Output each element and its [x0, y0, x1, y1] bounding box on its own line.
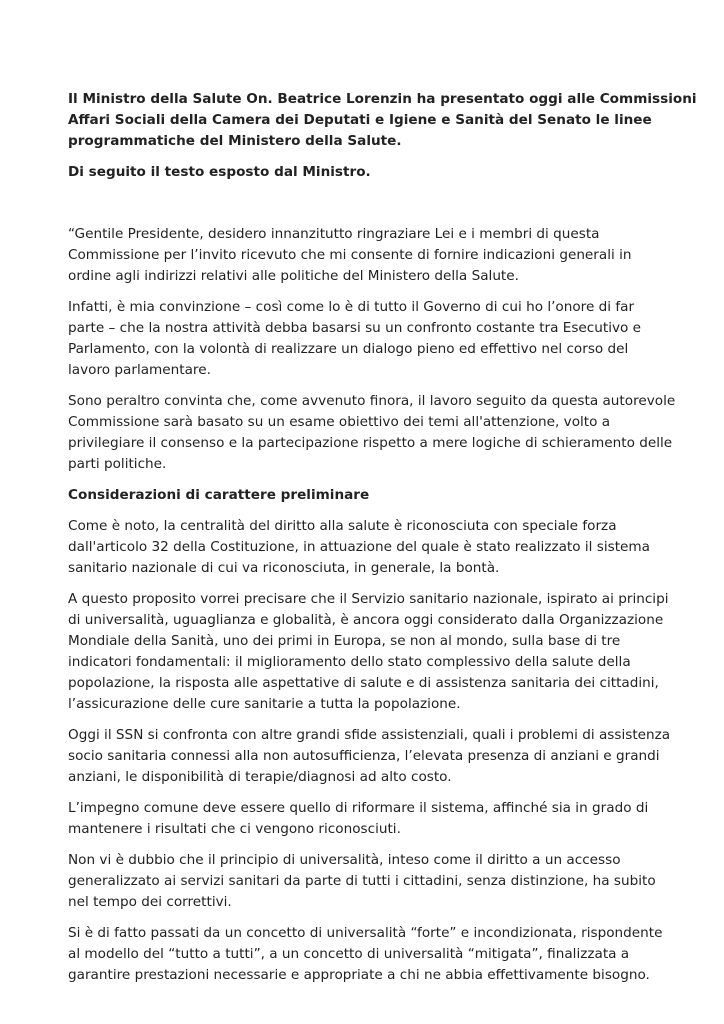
paragraph-line: Non vi è dubbio che il principio di universalità, inteso come il diritto a un accesso — [68, 852, 621, 868]
paragraph-line: di universalità, uguaglianza e globalità, è ancora oggi considerato dalla Organizzazione — [68, 612, 664, 628]
section-title-text: Considerazioni di carattere preliminare — [68, 487, 370, 503]
paragraph-universality — [68, 850, 658, 913]
paragraph-line: Sono peraltro convinta che, come avvenuto finora, il lavoro seguito da questa autorevole — [68, 393, 676, 409]
paragraph-line: al modello del “tutto a tutti”, a un concetto di universalità “mitigata”, finalizzata a — [68, 946, 630, 962]
intro-heading-line: Affari Sociali della Camera dei Deputati e Igiene e Sanità del Senato le linee — [68, 112, 652, 128]
paragraph-line: mantenere i risultati che ci vengono riconosciuti. — [68, 821, 401, 837]
paragraph-line: privilegiare il consenso e la partecipazione rispetto a mere logiche di schieramento delle — [68, 435, 673, 451]
paragraph-line: Infatti, è mia convinzione – così come lo è di tutto il Governo di cui ho l’onore di far — [68, 299, 635, 315]
paragraph-line: sanitario nazionale di cui va riconosciuta, in generale, la bontà. — [68, 560, 500, 576]
paragraph-line: Parlamento, con la volontà di realizzare un dialogo pieno ed effettivo nel corso del — [68, 341, 629, 357]
paragraph-line: Si è di fatto passati da un concetto di universalità “forte” e incondizionata, rispondente — [68, 925, 663, 941]
paragraph-line: generalizzato ai servizi sanitari da parte di tutti i cittadini, senza distinzione, ha subito — [68, 873, 656, 889]
paragraph-line: indicatori fondamentali: il miglioramento dello stato complessivo della salute della — [68, 654, 631, 670]
paragraph-line: nel tempo dei correttivi. — [68, 894, 232, 910]
intro-subheading — [68, 162, 658, 183]
paragraph-line: Come è noto, la centralità del diritto alla salute è riconosciuta con speciale forza — [68, 518, 617, 534]
paragraph-line: dall'articolo 32 della Costituzione, in attuazione del quale è stato realizzato il sistema — [68, 539, 650, 555]
paragraph-line: Commissione per l’invito ricevuto che mi consente di fornire indicazioni generali in — [68, 247, 632, 263]
section-title — [68, 485, 658, 506]
intro-heading-line: Il Ministro della Salute On. Beatrice Lorenzin ha presentato oggi alle Commissioni — [68, 91, 697, 107]
paragraph-mitigated-universality — [68, 923, 663, 986]
paragraph-line: Oggi il SSN si confronta con altre grandi sfide assistenziali, quali i problemi di assistenza — [68, 727, 671, 743]
paragraph-line: parti politiche. — [68, 456, 167, 472]
paragraph-line: A questo proposito vorrei precisare che il Servizio sanitario nazionale, ispirato ai principi — [68, 591, 669, 607]
intro-subheading-text: Di seguito il testo esposto dal Ministro. — [68, 164, 371, 180]
paragraph-line: anziani, le disponibilità di terapie/diagnosi ad alto costo. — [68, 769, 452, 785]
paragraph-line: lavoro parlamentare. — [68, 362, 211, 378]
paragraph-line: popolazione, la risposta alle aspettative di salute e di assistenza sanitaria dei cittadini, — [68, 675, 659, 691]
paragraph-article-32 — [68, 516, 658, 579]
paragraph-line: ordine agli indirizzi relativi alle politiche del Ministero della Salute. — [68, 268, 519, 284]
intro-heading-line: programmatiche del Ministero della Salute. — [68, 133, 402, 149]
paragraph-line: l’assicurazione delle cure sanitarie a tutta la popolazione. — [68, 696, 461, 712]
paragraph-reform — [68, 798, 658, 840]
paragraph-challenges — [68, 725, 671, 788]
paragraph-commission — [68, 391, 676, 475]
paragraph-line: L’impegno comune deve essere quello di riformare il sistema, affinché sia in grado di — [68, 800, 649, 816]
intro-heading — [68, 89, 697, 152]
paragraph-line: socio sanitaria connessi alla non autosufficienza, l’elevata presenza di anziani e grandi — [68, 748, 660, 764]
paragraph-line: parte – che la nostra attività debba basarsi su un confronto costante tra Esecutivo e — [68, 320, 642, 336]
paragraph-line: “Gentile Presidente, desidero innanzitutto ringraziare Lei e i membri di questa — [68, 226, 600, 242]
paragraph-line: Commissione sarà basato su un esame obiettivo dei temi all'attenzione, volto a — [68, 414, 611, 430]
paragraph-line: Mondiale della Sanità, uno dei primi in Europa, se non al mondo, sulla base di tre — [68, 633, 621, 649]
paragraph-ssn-principles — [68, 589, 669, 715]
paragraph-greeting — [68, 224, 658, 287]
spacer — [68, 193, 658, 224]
paragraph-conviction — [68, 297, 658, 381]
paragraph-line: garantire prestazioni necessarie e appropriate a chi ne abbia effettivamente bisogno. — [68, 967, 650, 983]
document-page — [68, 89, 697, 996]
